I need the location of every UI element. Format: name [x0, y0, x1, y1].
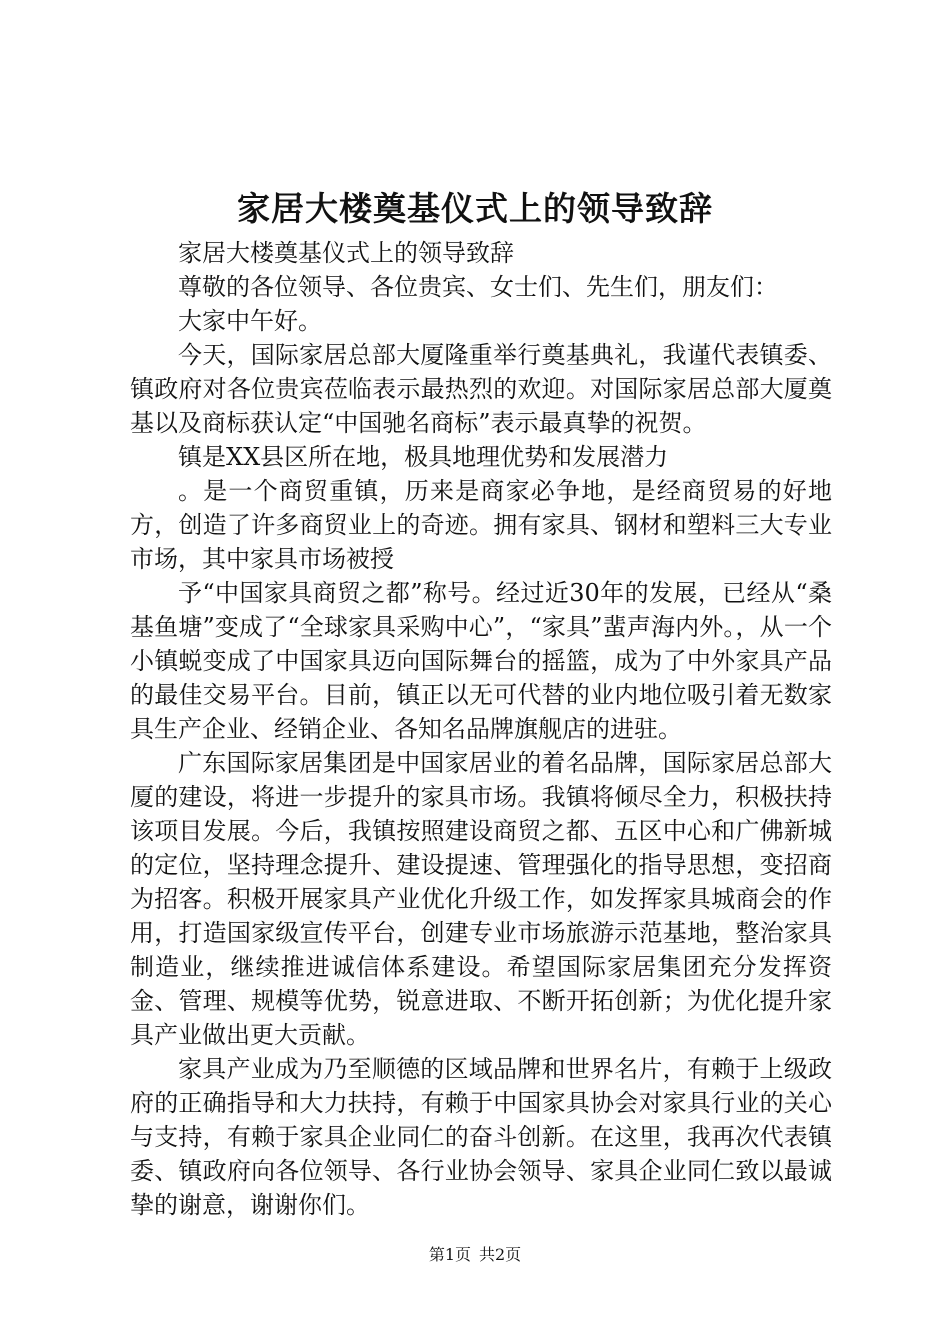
- paragraph-group-plan: 广东国际家居集团是中国家居业的着名品牌，国际家居总部大厦的建设，将进一步提升的家具市场。我镇将倾尽全力，积极扶持该项目发展。今后，我镇按照建设商贸之都、五区中心和广佛新城的定位，坚持理念提升、建设提速、管理强化的指导思想，变招商为招客。积极开展家具产业优化升级工作，如发挥家具城商会的作用，打造国家级宣传平台，创建专业市场旅游示范基地，整治家具制造业，继续推进诚信体系建设。希望国际家居集团充分发挥资金、管理、规模等优势，锐意进取、不断开拓创新；为优化提升家具产业做出更大贡献。: [130, 749, 832, 1049]
- paragraph-welcome: 今天，国际家居总部大厦隆重举行奠基典礼，我谨代表镇委、镇政府对各位贵宾莅临表示最热烈的欢迎。对国际家居总部大厦奠基以及商标获认定“中国驰名商标”表示最真挚的祝贺。: [130, 341, 832, 437]
- page-footer: [0, 1244, 950, 1266]
- paragraph-town-trade: 。是一个商贸重镇，历来是商家必争地，是经商贸易的好地方，创造了许多商贸业上的奇迹。拥有家具、钢材和塑料三大专业市场，其中家具市场被授: [130, 477, 832, 573]
- paragraph-salutation: 尊敬的各位领导、各位贵宾、女士们、先生们，朋友们：: [178, 273, 778, 301]
- paragraph-town-intro: 镇是XX县区所在地，极具地理优势和发展潜力: [178, 443, 669, 471]
- paragraph-furniture-capital: 予“中国家具商贸之都”称号。经过近30年的发展，已经从“桑基鱼塘”变成了“全球家具采购中心”，“家具”蜚声海内外。，从一个小镇蜕变成了中国家具迈向国际舞台的摇篮，成为了中外家具产品的最佳交易平台。目前，镇正以无可代替的业内地位吸引着无数家具生产企业、经销企业、各知名品牌旗舰店的进驻。: [130, 579, 832, 743]
- document-body: [130, 236, 832, 1222]
- page-number: 第1页: [428, 1245, 471, 1264]
- page-total: 共2页: [479, 1245, 522, 1264]
- paragraph-thanks: 家具产业成为乃至顺德的区域品牌和世界名片，有赖于上级政府的正确指导和大力扶持，有赖于中国家具协会对家具行业的关心与支持，有赖于家具企业同仁的奋斗创新。在这里，我再次代表镇委、镇政府向各位领导、各行业协会领导、家具企业同仁致以最诚挚的谢意，谢谢你们。: [130, 1055, 832, 1219]
- document-title: 家居大楼奠基仪式上的领导致辞: [237, 189, 713, 228]
- paragraph-greeting: 大家中午好。: [178, 307, 322, 335]
- paragraph-subtitle: 家居大楼奠基仪式上的领导致辞: [178, 239, 514, 267]
